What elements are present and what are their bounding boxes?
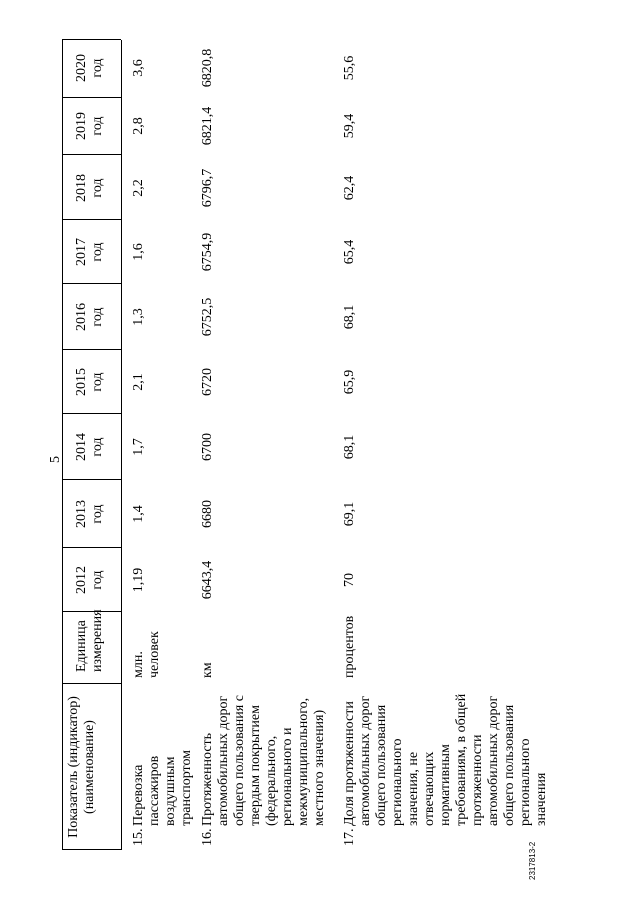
value-2012: 6643,4 [200, 560, 215, 600]
value-2019: 59,4 [342, 113, 357, 139]
document-code: 2317813-2 [528, 841, 537, 880]
value-2015: 2,1 [131, 373, 146, 391]
value-2015: 6720 [200, 368, 215, 396]
header-indicator: Показатель (индикатор) (наименование) [66, 696, 97, 838]
column-divider [62, 413, 121, 414]
column-divider [62, 219, 121, 220]
rotated-page [48, 30, 560, 880]
page-number: 5 [48, 456, 63, 463]
unit-value: процентов [342, 615, 357, 678]
column-divider [62, 683, 121, 684]
value-2014: 68,1 [342, 434, 357, 460]
column-divider [62, 547, 121, 548]
value-2019: 6821,4 [200, 106, 215, 146]
column-divider [62, 39, 121, 40]
value-2020: 55,6 [342, 55, 357, 81]
value-2016: 6752,5 [200, 297, 215, 337]
table-top-border [62, 40, 63, 850]
row-number: 17. [342, 828, 357, 846]
row-number: 16. [200, 828, 215, 846]
value-2014: 1,7 [131, 438, 146, 456]
unit-value: км [200, 662, 215, 678]
indicator-name: Протяженность автомобильных дорог общего пользования с твердым покрытием (федерального, регионального и межмуниципального, местного значения) [200, 695, 327, 826]
value-2014: 6700 [200, 433, 215, 461]
header-year-2018: 2018 год [74, 174, 105, 202]
header-year-2012: 2012 год [74, 566, 105, 594]
indicator-name: Доля протяженности автомобильных дорог общего пользования регионального значения, не отвечающих нормативным требованиям, в общей протяженности автомобильных дорог общего пользования регионального значения [342, 693, 549, 826]
value-2017: 65,4 [342, 239, 357, 265]
indicator-name: Перевозка пассажиров воздушным транспортом [131, 749, 194, 826]
unit-value: млн. человек [131, 631, 162, 678]
value-2017: 6754,9 [200, 232, 215, 272]
column-divider [62, 849, 121, 850]
header-year-2014: 2014 год [74, 433, 105, 461]
value-2013: 1,4 [131, 505, 146, 523]
header-year-2013: 2013 год [74, 500, 105, 528]
value-2013: 69,1 [342, 501, 357, 527]
value-2018: 2,2 [131, 179, 146, 197]
column-divider [62, 154, 121, 155]
value-2016: 68,1 [342, 304, 357, 330]
value-2015: 65,9 [342, 369, 357, 395]
value-2019: 2,8 [131, 117, 146, 135]
value-2018: 62,4 [342, 175, 357, 201]
value-2018: 6796,7 [200, 168, 215, 208]
header-year-2016: 2016 год [74, 303, 105, 331]
column-divider [62, 479, 121, 480]
header-year-2015: 2015 год [74, 368, 105, 396]
value-2020: 6820,8 [200, 48, 215, 88]
column-divider [62, 349, 121, 350]
header-year-2019: 2019 год [74, 112, 105, 140]
column-divider [62, 283, 121, 284]
header-unit: Единица измерения [74, 609, 105, 672]
header-year-2017: 2017 год [74, 238, 105, 266]
value-2017: 1,6 [131, 243, 146, 261]
value-2013: 6680 [200, 500, 215, 528]
value-2016: 1,3 [131, 308, 146, 326]
column-divider [62, 97, 121, 98]
value-2012: 1,19 [131, 567, 146, 593]
row-number: 15. [131, 828, 146, 846]
value-2020: 3,6 [131, 59, 146, 77]
header-year-2020: 2020 год [74, 54, 105, 82]
header-bottom-border [121, 40, 122, 850]
value-2012: 70 [342, 573, 357, 587]
